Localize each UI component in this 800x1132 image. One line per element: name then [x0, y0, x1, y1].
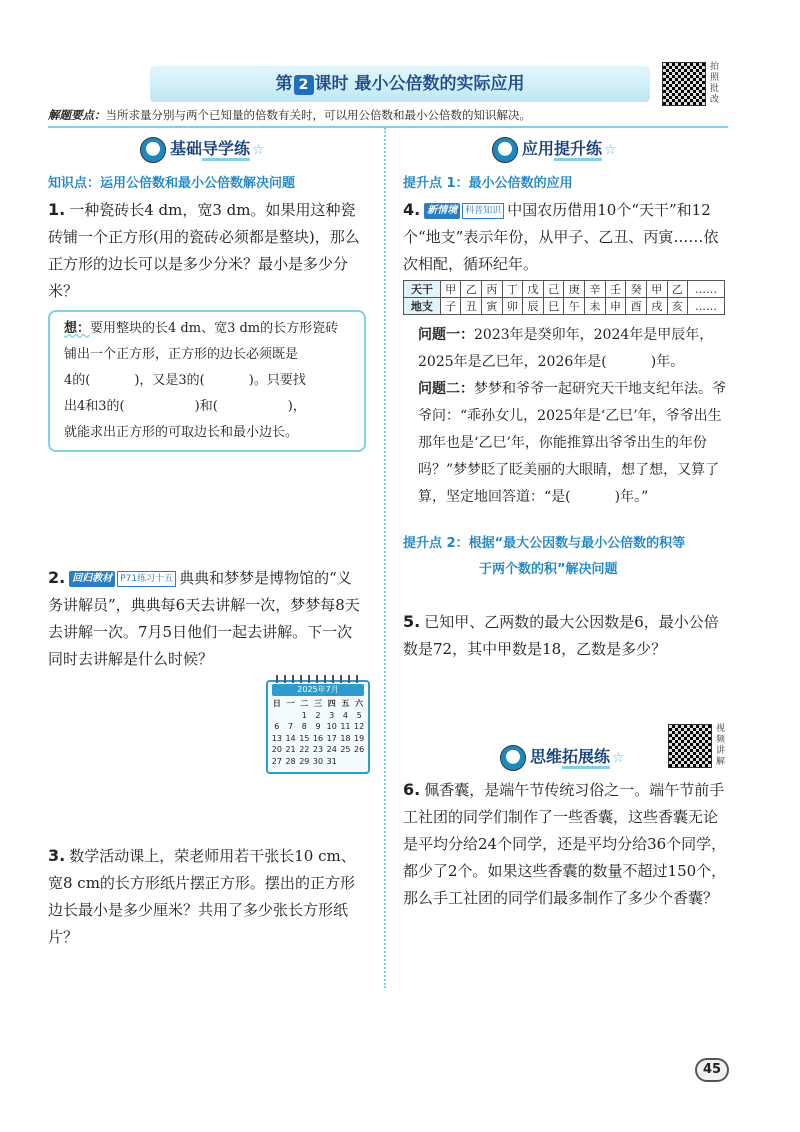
- problem-number: 3.: [48, 846, 66, 865]
- mascot-icon: [140, 137, 166, 163]
- column-divider: [384, 128, 386, 988]
- calendar-day: 28: [285, 756, 296, 766]
- calendar-grid: [268, 698, 368, 767]
- calendar-day: 24: [326, 745, 337, 754]
- calendar-day: [284, 710, 298, 722]
- table-cell: 丑: [461, 298, 482, 315]
- table-cell: 辰: [523, 298, 544, 315]
- mascot-icon: [500, 745, 526, 771]
- table-row: [404, 298, 725, 315]
- problem-2: [48, 564, 366, 673]
- problem-text: 一种瓷砖长4 dm，宽3 dm。如果用这种瓷砖铺一个正方形(用的瓷砖必须都是整块)，那么正方形的边长可以是多少分米？最小是多少分米？: [48, 201, 360, 300]
- calendar-title: 2025年7月: [272, 684, 364, 696]
- lesson-number-badge: 2: [294, 75, 314, 95]
- hint-text: 出4和3的(: [64, 399, 125, 414]
- table-cell: 辛: [585, 281, 606, 298]
- calendar-day: 13: [271, 733, 282, 743]
- hint-label: 想：: [64, 321, 91, 336]
- row-header: 天干: [404, 281, 441, 298]
- lesson-title: 第 2 课时 最小公倍数的实际应用: [275, 74, 525, 94]
- page-number: 45: [695, 1058, 729, 1082]
- solving-tip: [48, 104, 728, 128]
- calendar-day: 9: [315, 722, 321, 731]
- textbook-tag: 回归教材: [69, 571, 115, 587]
- table-cell: 壬: [605, 281, 626, 298]
- calendar-day: 6: [274, 722, 280, 731]
- table-cell: 甲: [646, 281, 667, 298]
- hint-text: )和(: [194, 399, 218, 414]
- table-cell: 巳: [543, 298, 564, 315]
- table-cell: 子: [440, 298, 461, 315]
- calendar-day: 2: [315, 710, 321, 720]
- table-row: [404, 281, 725, 298]
- calendar-day: 4: [342, 710, 348, 720]
- weekday-label: 日: [272, 699, 281, 708]
- question-two: [418, 376, 728, 511]
- problem-number: 5.: [403, 612, 421, 631]
- hint-line: 铺出一个正方形，正方形的边长必须既是: [64, 347, 299, 362]
- table-cell: 丙: [482, 281, 503, 298]
- table-cell: 卯: [502, 298, 523, 315]
- calendar-day: 20: [271, 745, 282, 754]
- calendar-day: 19: [354, 733, 365, 743]
- problem-text: 典典和梦梦是博物馆的“义务讲解员”，典典每6天去讲解一次，梦梦每8天去讲解一次。7月5日他们一起去讲解。下一次同时去讲解是什么时候？: [48, 569, 360, 668]
- problem-text: 中国农历借用10个“天干”和12个“地支”表示年份，从甲子、乙丑、丙寅……依次相配，循环纪年。: [403, 201, 719, 273]
- table-cell: 午: [564, 298, 585, 315]
- table-cell: 己: [543, 281, 564, 298]
- question-text: )年。: [650, 354, 685, 370]
- calendar-day: 10: [326, 722, 337, 731]
- weekday-label: 三: [313, 699, 322, 708]
- calendar-day: 12: [354, 722, 365, 731]
- table-cell: 乙: [461, 281, 482, 298]
- star-icon: ☆: [612, 750, 625, 766]
- star-icon: ☆: [604, 142, 617, 158]
- science-tag: 科普知识: [462, 203, 504, 219]
- problem-text: 数学活动课上，荣老师用若干张长10 cm、宽8 cm的长方形纸片摆正方形。摆出的正方形边长最小是多少厘米？共用了多少张长方形纸片？: [48, 847, 356, 946]
- table-cell: 未: [585, 298, 606, 315]
- problem-3: [48, 842, 366, 951]
- question-text: 2023年是癸卯年，2024年是甲辰年，2025年是乙巳年，2026年是(: [418, 327, 714, 370]
- hint-text: )。只要找: [248, 373, 306, 388]
- section-thinking-extension: 思维拓展练 ☆: [500, 744, 625, 774]
- weekday-label: 四: [327, 699, 336, 708]
- weekday-label: 五: [341, 699, 350, 708]
- calendar-day: 26: [354, 745, 365, 754]
- calendar-day: 31: [326, 756, 337, 766]
- table-cell: 乙: [667, 281, 688, 298]
- calendar-july-2025: [266, 680, 370, 774]
- question-label: 问题一：: [418, 327, 474, 343]
- calendar-day: 15: [299, 733, 310, 743]
- problem-5: [403, 608, 727, 663]
- problem-number: 6.: [403, 780, 421, 799]
- weekday-label: 一: [286, 699, 295, 708]
- table-cell: 丁: [502, 281, 523, 298]
- calendar-rings: [276, 675, 364, 683]
- calendar-day: 17: [326, 733, 337, 743]
- section-applied-practice: 应用提升练 ☆: [492, 136, 617, 166]
- question-text: 梦梦和爷爷一起研究天干地支纪年法。爷爷问：“乖孙女儿，2025年是‘乙巳’年，爷爷出生那年也是‘乙巳’年，你能推算出爷爷出生的年份吗？”梦梦眨了眨美丽的大眼睛，想了想，又算了算，坚定地回答道：“是(: [418, 381, 726, 505]
- question-label: 问题二：: [418, 381, 474, 397]
- problem-1: [48, 196, 366, 305]
- hint-text: )，: [287, 399, 306, 414]
- calendar-day: 7: [288, 722, 294, 731]
- calendar-day: 11: [340, 722, 351, 731]
- table-cell: 酉: [626, 298, 647, 315]
- calendar-day: 3: [329, 710, 335, 720]
- hint-line: 就能求出正方形的可取边长和最小边长。: [64, 425, 299, 440]
- qr-code-grading[interactable]: [662, 62, 706, 106]
- calendar-day: [339, 756, 353, 768]
- table-cell: 戌: [646, 298, 667, 315]
- section-basic-practice: 基础导学练 ☆: [140, 136, 265, 166]
- calendar-day: 21: [285, 745, 296, 754]
- table-cell: ……: [688, 281, 725, 298]
- row-header: 地支: [404, 298, 441, 315]
- mascot-icon: [492, 137, 518, 163]
- qr-label-video: 视频讲解: [716, 724, 726, 767]
- table-cell: 戊: [523, 281, 544, 298]
- calendar-day: 14: [285, 733, 296, 743]
- hint-text: )，又是3的(: [134, 373, 205, 388]
- problem-number: 1.: [48, 200, 66, 219]
- calendar-day: [270, 710, 284, 722]
- calendar-day: 1: [301, 710, 307, 720]
- question-one: [418, 322, 728, 376]
- knowledge-point: 知识点：运用公倍数和最小公倍数解决问题: [48, 176, 296, 191]
- table-cell: 甲: [440, 281, 461, 298]
- calendar-day: 5: [356, 710, 362, 720]
- calendar-day: 16: [312, 733, 324, 743]
- hint-line: 要用整块的长4 dm、宽3 dm的长方形瓷砖: [90, 321, 339, 336]
- improvement-point-2: 提升点 2：根据“最大公因数与最小公倍数的积等 于两个数的积”解决问题: [403, 536, 686, 577]
- table-cell: 庚: [564, 281, 585, 298]
- textbook-ref: P71练习十五: [117, 571, 176, 587]
- ganzhi-table: [403, 280, 725, 315]
- calendar-day: 30: [312, 756, 324, 766]
- new-context-tag: 新情境: [424, 203, 460, 219]
- problem-6: [403, 776, 727, 912]
- improvement-point-1: 提升点 1：最小公倍数的应用: [403, 176, 573, 191]
- hint-box: [48, 310, 366, 452]
- weekday-label: 六: [355, 699, 364, 708]
- star-icon: ☆: [252, 142, 265, 158]
- lesson-title-banner: [150, 66, 650, 102]
- table-cell: ……: [688, 298, 725, 315]
- table-cell: 癸: [626, 281, 647, 298]
- tip-label: 解题要点：: [48, 108, 106, 122]
- problem-text: 佩香囊，是端午节传统习俗之一。端午节前手工社团的同学们制作了一些香囊，这些香囊无论是平均分给24个同学，还是平均分给36个同学，都少了2个。如果这些香囊的数量不超过150个，那么手工社团的同学们最多制作了多少个香囊？: [403, 781, 727, 907]
- question-text: )年。”: [614, 489, 649, 505]
- table-cell: 寅: [482, 298, 503, 315]
- calendar-day: [352, 756, 366, 768]
- problem-number: 2.: [48, 568, 66, 587]
- problem-number: 4.: [403, 200, 421, 219]
- calendar-day: 23: [312, 745, 324, 754]
- hint-text: 4的(: [64, 373, 91, 388]
- weekday-label: 二: [300, 699, 309, 708]
- calendar-day: 22: [299, 745, 310, 754]
- problem-4: [403, 196, 727, 278]
- calendar-day: 18: [340, 733, 351, 743]
- problem-text: 已知甲、乙两数的最大公因数是6，最小公倍数是72，其中甲数是18，乙数是多少？: [403, 613, 719, 658]
- table-cell: 申: [605, 298, 626, 315]
- table-cell: 亥: [667, 298, 688, 315]
- calendar-day: 8: [301, 722, 307, 731]
- calendar-day: 25: [340, 745, 351, 754]
- calendar-day: 27: [271, 756, 282, 766]
- qr-label-grading: 拍照批改: [710, 62, 720, 105]
- tip-text: 当所求量分别与两个已知量的倍数有关时，可以用公倍数和最小公倍数的知识解决。: [105, 108, 531, 122]
- qr-code-video[interactable]: [668, 724, 712, 768]
- calendar-day: 29: [299, 756, 310, 766]
